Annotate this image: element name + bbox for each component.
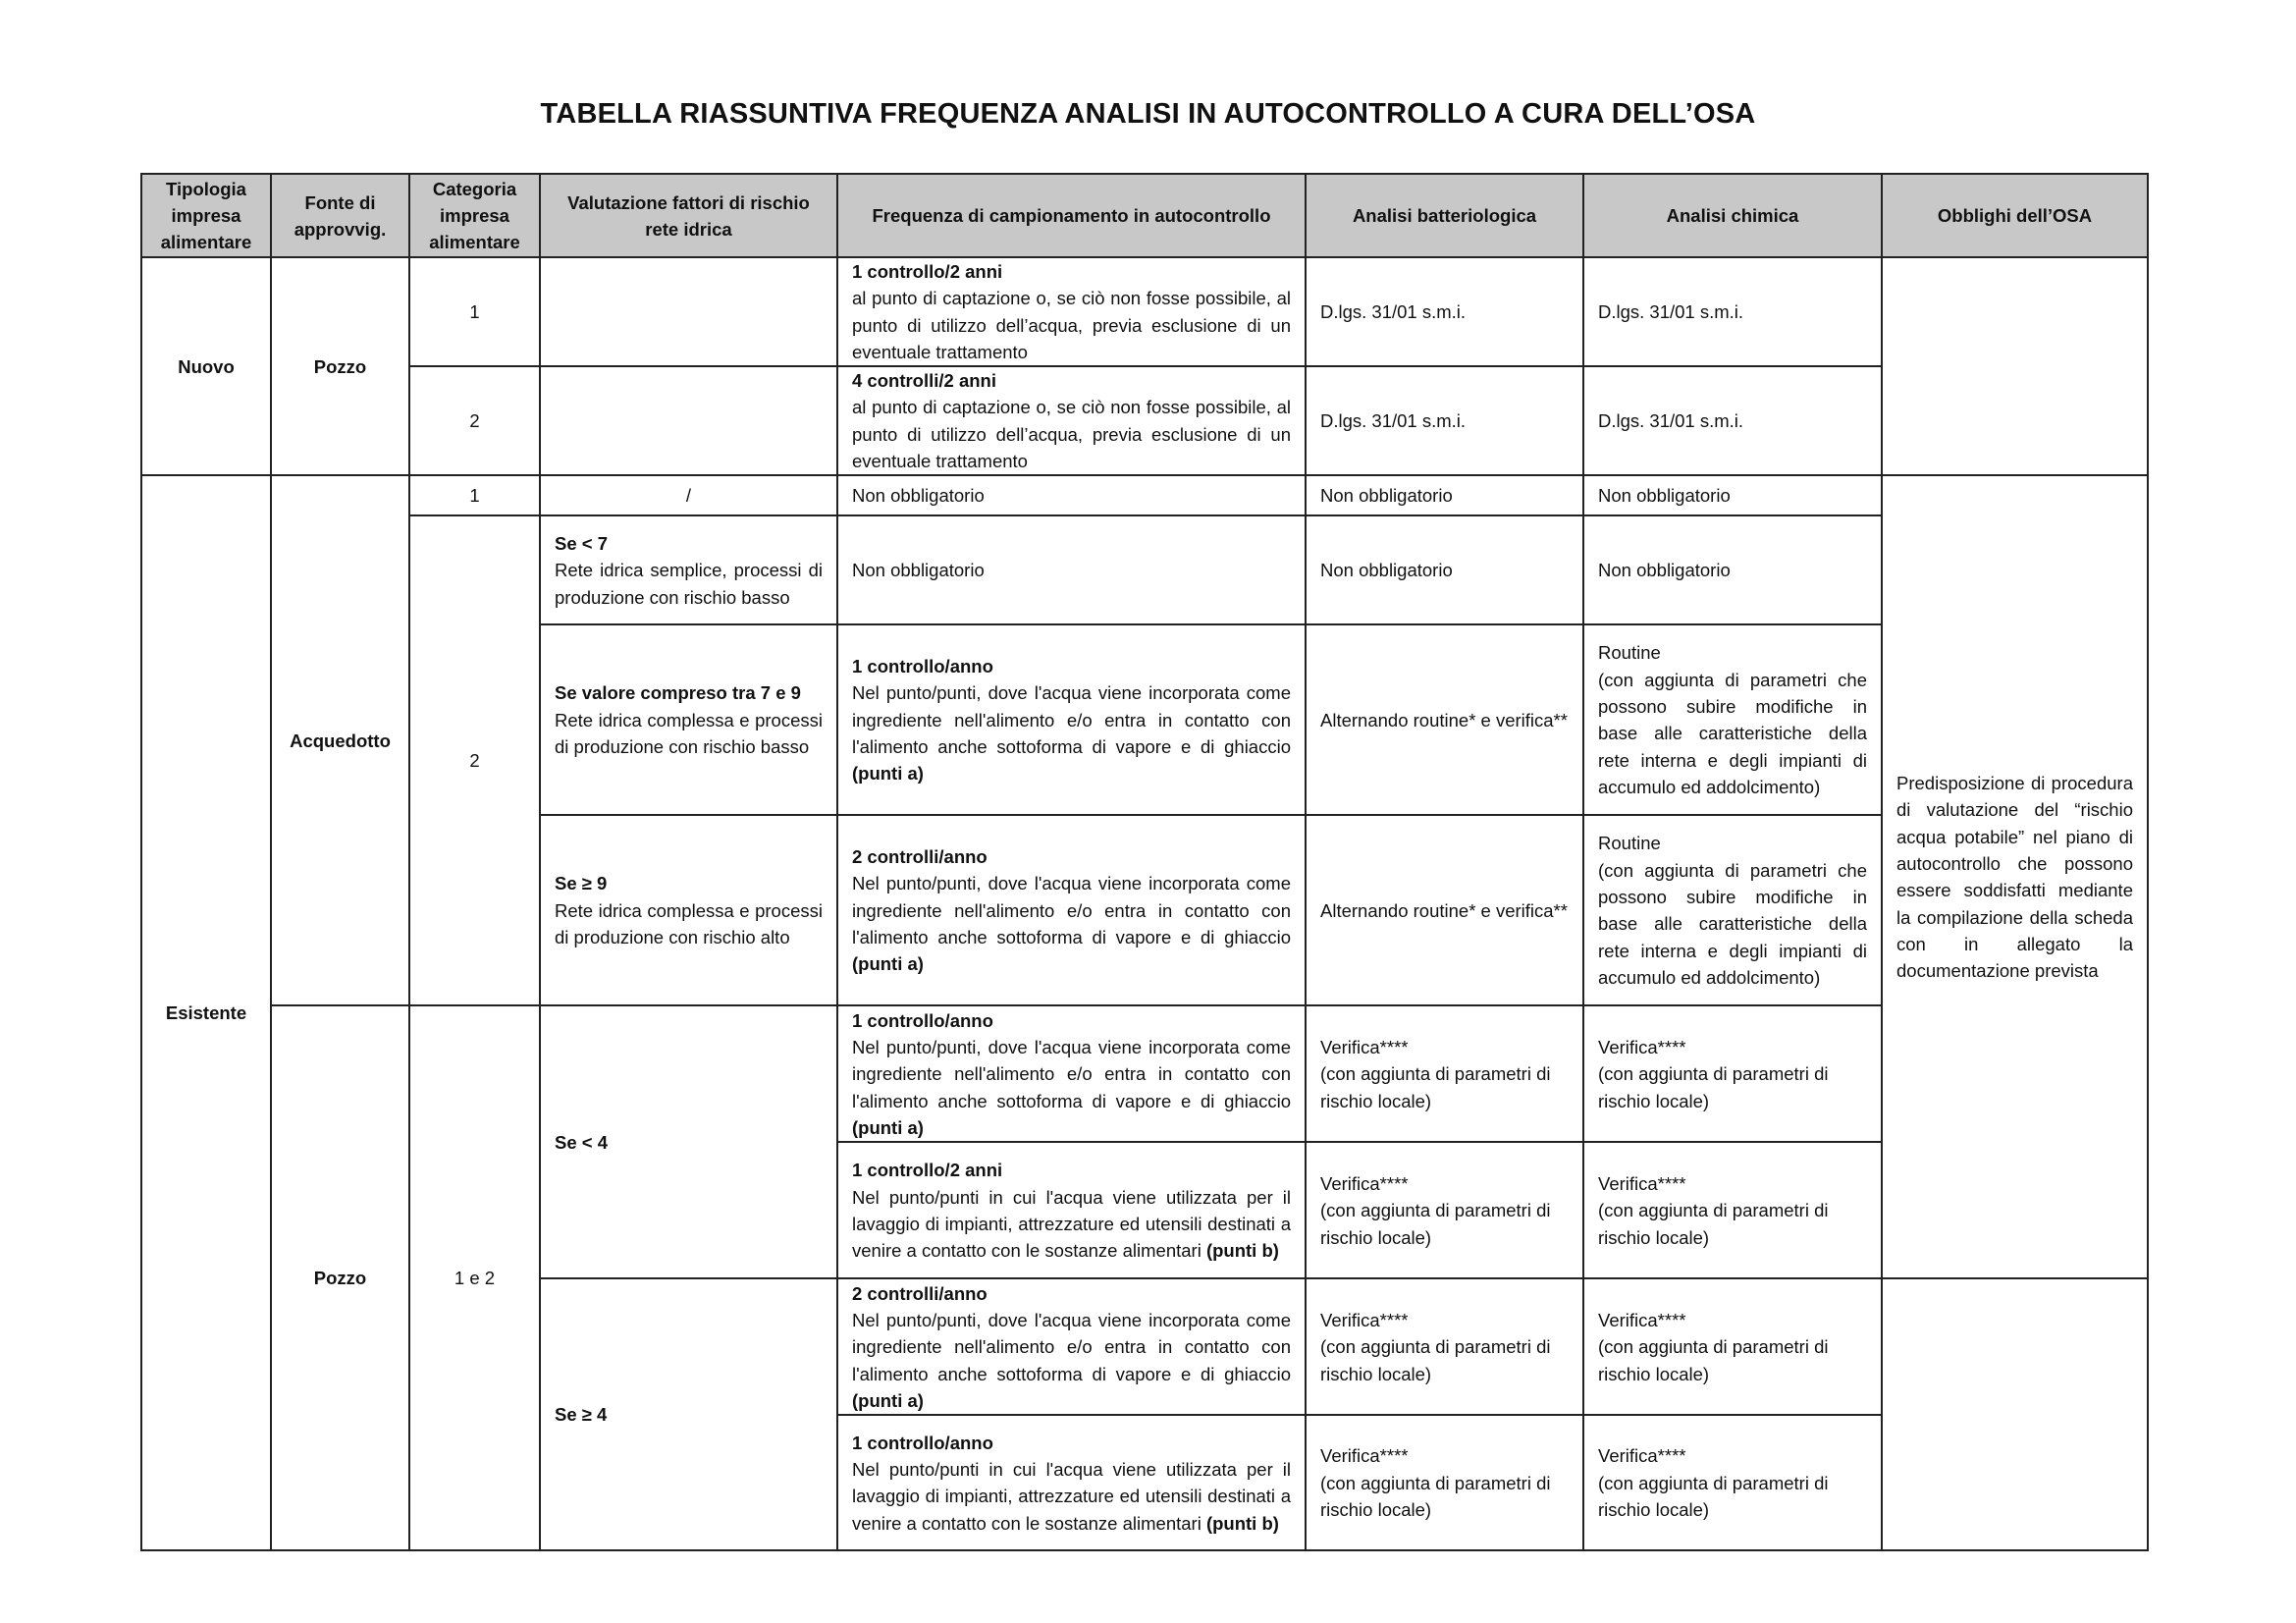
- frequenza-cell: [837, 1415, 1306, 1550]
- frequenza-cell: [837, 624, 1306, 815]
- categoria-cell: 1: [409, 257, 540, 366]
- frequenza-title: 1 controllo/anno: [852, 1009, 993, 1031]
- table-row: [141, 515, 2148, 624]
- header-frequenza: Frequenza di campionamento in autocontrollo: [837, 174, 1306, 257]
- batteriologica-cell: Non obbligatorio: [1306, 475, 1583, 515]
- chimica-cell: [1583, 815, 1882, 1005]
- chimica-title: Verifica****: [1598, 1445, 1686, 1467]
- batteriologica-cell: Alternando routine* e verifica**: [1306, 624, 1583, 815]
- frequenza-suffix: (punti a): [852, 953, 924, 975]
- frequenza-text: Nel punto/punti, dove l'acqua viene incorporata come ingrediente nell'alimento e/o entra in contatto con l'alimento anche sottoforma di vapore e di ghiaccio: [852, 682, 1291, 758]
- chimica-title: Verifica****: [1598, 1309, 1686, 1330]
- frequenza-cell: [837, 366, 1306, 475]
- chimica-cell: [1583, 1142, 1882, 1278]
- batteriologica-cell: D.lgs. 31/01 s.m.i.: [1306, 366, 1583, 475]
- frequenza-cell: Non obbligatorio: [837, 515, 1306, 624]
- chimica-text: (con aggiunta di parametri che possono subire modifiche in base alle caratteristiche della rete interna e degli impianti di accumulo ed addolcimento): [1598, 859, 1867, 988]
- frequenza-suffix: (punti a): [852, 1389, 924, 1411]
- table-row: [141, 257, 2148, 366]
- header-tipologia: Tipologia impresa alimentare: [141, 174, 271, 257]
- batteriologica-cell: [1306, 1278, 1583, 1415]
- page-title: TABELLA RIASSUNTIVA FREQUENZA ANALISI IN AUTOCONTROLLO A CURA DELL’OSA: [540, 98, 1756, 130]
- frequenza-suffix: (punti a): [852, 763, 924, 784]
- frequenza-suffix: (punti b): [1205, 1240, 1279, 1262]
- categoria-cell: 2: [409, 515, 540, 1005]
- valutazione-cell: [540, 624, 837, 815]
- chimica-cell: [1583, 1005, 1882, 1142]
- frequenza-title: 1 controllo/anno: [852, 656, 993, 677]
- batteriologica-title: Verifica****: [1320, 1445, 1409, 1467]
- header-fonte: Fonte di approvvig.: [271, 174, 409, 257]
- chimica-cell: [1583, 624, 1882, 815]
- valutazione-text: Rete idrica complessa e processi di produzione con rischio basso: [555, 709, 823, 758]
- valutazione-cell: [540, 515, 837, 624]
- chimica-text: (con aggiunta di parametri di rischio locale): [1598, 1472, 1829, 1521]
- tipologia-cell: Nuovo: [141, 257, 271, 475]
- fonte-cell: Acquedotto: [271, 475, 409, 1005]
- table-row: [141, 1005, 2148, 1142]
- summary-table: [140, 173, 2149, 1551]
- frequenza-cell: [837, 815, 1306, 1005]
- chimica-cell: D.lgs. 31/01 s.m.i.: [1583, 257, 1882, 366]
- obblighi-cell: Predisposizione di procedura di valutazione del “rischio acqua potabile” nel piano di autocontrollo che possono essere soddisfatti mediante la compilazione della scheda con in allegato la documentazione prevista: [1882, 475, 2148, 1278]
- frequenza-cell: [837, 1005, 1306, 1142]
- header-obblighi: Obblighi dell’OSA: [1882, 174, 2148, 257]
- batteriologica-text: (con aggiunta di parametri di rischio locale): [1320, 1063, 1551, 1111]
- frequenza-title: 2 controlli/anno: [852, 846, 988, 868]
- batteriologica-cell: [1306, 1005, 1583, 1142]
- obblighi-cell: [1882, 1278, 2148, 1550]
- valutazione-title: Se valore compreso tra 7 e 9: [555, 682, 801, 704]
- valutazione-text: Rete idrica complessa e processi di produzione con rischio alto: [555, 899, 823, 948]
- batteriologica-title: Verifica****: [1320, 1309, 1409, 1330]
- chimica-title: Verifica****: [1598, 1172, 1686, 1194]
- valutazione-title: Se ≥ 9: [555, 873, 608, 894]
- chimica-title: Verifica****: [1598, 1036, 1686, 1057]
- chimica-cell: Non obbligatorio: [1583, 475, 1882, 515]
- frequenza-title: 4 controlli/2 anni: [852, 370, 996, 392]
- chimica-cell: [1583, 1278, 1882, 1415]
- header-row: [141, 174, 2148, 257]
- frequenza-title: 1 controllo/2 anni: [852, 1160, 1003, 1181]
- frequenza-suffix: (punti b): [1205, 1512, 1279, 1534]
- frequenza-title: 2 controlli/anno: [852, 1282, 988, 1304]
- valutazione-cell: [540, 815, 837, 1005]
- fonte-cell: Pozzo: [271, 1005, 409, 1550]
- valutazione-cell: /: [540, 475, 837, 515]
- header-valutazione: Valutazione fattori di rischio rete idrica: [540, 174, 837, 257]
- chimica-text: (con aggiunta di parametri di rischio locale): [1598, 1200, 1829, 1248]
- header-categoria: Categoria impresa alimentare: [409, 174, 540, 257]
- valutazione-cell: Se ≥ 4: [540, 1278, 837, 1550]
- categoria-cell: 1: [409, 475, 540, 515]
- header-chimica: Analisi chimica: [1583, 174, 1882, 257]
- table-row: [141, 366, 2148, 475]
- chimica-title: Routine: [1598, 642, 1661, 664]
- frequenza-text: al punto di captazione o, se ciò non fosse possibile, al punto di utilizzo dell’acqua, previa esclusione di un eventuale trattamento: [852, 397, 1291, 472]
- batteriologica-cell: [1306, 1415, 1583, 1550]
- batteriologica-title: Verifica****: [1320, 1172, 1409, 1194]
- chimica-cell: Non obbligatorio: [1583, 515, 1882, 624]
- frequenza-title: 1 controllo/anno: [852, 1432, 993, 1453]
- frequenza-cell: [837, 1278, 1306, 1415]
- valutazione-cell: Se < 4: [540, 1005, 837, 1278]
- valutazione-cell: [540, 366, 837, 475]
- valutazione-title: Se < 7: [555, 532, 609, 554]
- frequenza-suffix: (punti a): [852, 1116, 924, 1138]
- categoria-cell: 2: [409, 366, 540, 475]
- fonte-cell: Pozzo: [271, 257, 409, 475]
- chimica-title: Routine: [1598, 833, 1661, 854]
- batteriologica-text: (con aggiunta di parametri di rischio locale): [1320, 1472, 1551, 1521]
- frequenza-text: Nel punto/punti, dove l'acqua viene incorporata come ingrediente nell'alimento e/o entra in contatto con l'alimento anche sottoforma di vapore e di ghiaccio: [852, 1036, 1291, 1111]
- batteriologica-cell: [1306, 1142, 1583, 1278]
- chimica-text: (con aggiunta di parametri che possono subire modifiche in base alle caratteristiche della rete interna e degli impianti di accumulo ed addolcimento): [1598, 669, 1867, 797]
- batteriologica-cell: Non obbligatorio: [1306, 515, 1583, 624]
- batteriologica-text: (con aggiunta di parametri di rischio locale): [1320, 1200, 1551, 1248]
- frequenza-cell: [837, 257, 1306, 366]
- frequenza-text: Nel punto/punti, dove l'acqua viene incorporata come ingrediente nell'alimento e/o entra in contatto con l'alimento anche sottoforma di vapore e di ghiaccio: [852, 873, 1291, 948]
- tipologia-cell: Esistente: [141, 475, 271, 1550]
- obblighi-cell: [1882, 257, 2148, 475]
- frequenza-text: Nel punto/punti in cui l'acqua viene utilizzata per il lavaggio di impianti, attrezzature ed utensili destinati a venire a contatto con le sostanze alimentari: [852, 1459, 1291, 1534]
- frequenza-cell: [837, 1142, 1306, 1278]
- chimica-cell: D.lgs. 31/01 s.m.i.: [1583, 366, 1882, 475]
- batteriologica-cell: Alternando routine* e verifica**: [1306, 815, 1583, 1005]
- categoria-cell: 1 e 2: [409, 1005, 540, 1550]
- chimica-text: (con aggiunta di parametri di rischio locale): [1598, 1063, 1829, 1111]
- batteriologica-text: (con aggiunta di parametri di rischio locale): [1320, 1336, 1551, 1384]
- valutazione-text: Rete idrica semplice, processi di produzione con rischio basso: [555, 560, 823, 608]
- frequenza-text: al punto di captazione o, se ciò non fosse possibile, al punto di utilizzo dell’acqua, previa esclusione di un eventuale trattamento: [852, 288, 1291, 362]
- frequenza-text: Nel punto/punti in cui l'acqua viene utilizzata per il lavaggio di impianti, attrezzature ed utensili destinati a venire a contatto con le sostanze alimentari: [852, 1186, 1291, 1262]
- table-row: [141, 475, 2148, 515]
- batteriologica-cell: D.lgs. 31/01 s.m.i.: [1306, 257, 1583, 366]
- header-batteriologica: Analisi batteriologica: [1306, 174, 1583, 257]
- frequenza-cell: Non obbligatorio: [837, 475, 1306, 515]
- chimica-text: (con aggiunta di parametri di rischio locale): [1598, 1336, 1829, 1384]
- valutazione-cell: [540, 257, 837, 366]
- frequenza-title: 1 controllo/2 anni: [852, 261, 1003, 282]
- frequenza-text: Nel punto/punti, dove l'acqua viene incorporata come ingrediente nell'alimento e/o entra in contatto con l'alimento anche sottoforma di vapore e di ghiaccio: [852, 1309, 1291, 1384]
- chimica-cell: [1583, 1415, 1882, 1550]
- batteriologica-title: Verifica****: [1320, 1036, 1409, 1057]
